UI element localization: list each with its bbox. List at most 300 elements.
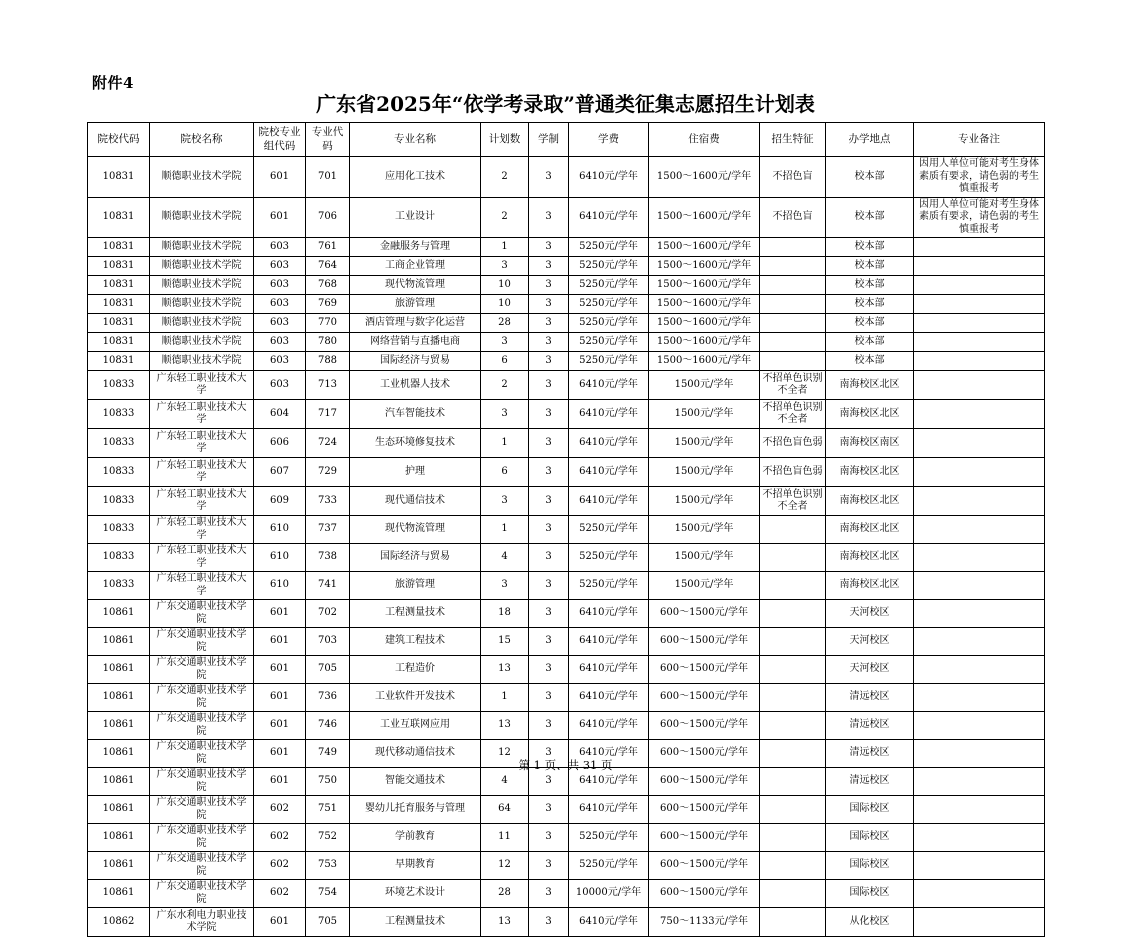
cell-group-code: 601	[254, 908, 306, 937]
cell-major-name: 国际经济与贸易	[350, 544, 481, 572]
cell-group-code: 602	[254, 824, 306, 852]
cell-note	[914, 824, 1045, 852]
cell-plan-count: 1	[481, 516, 529, 544]
attachment-label: 附件4	[92, 74, 134, 92]
column-header-lodging-fee: 住宿费	[649, 123, 760, 157]
cell-school-code: 10861	[88, 740, 150, 768]
cell-tuition: 5250元/学年	[569, 257, 649, 276]
table-row	[88, 314, 1045, 333]
table-row	[88, 572, 1045, 600]
cell-study-years: 3	[529, 276, 569, 295]
cell-plan-count: 12	[481, 740, 529, 768]
cell-major-code: 724	[306, 429, 350, 458]
table-row	[88, 656, 1045, 684]
cell-location: 天河校区	[826, 628, 914, 656]
cell-school-name: 广东轻工职业技术大学	[150, 458, 254, 487]
cell-tuition: 5250元/学年	[569, 238, 649, 257]
cell-school-code: 10833	[88, 516, 150, 544]
cell-study-years: 3	[529, 880, 569, 908]
cell-lodging-fee: 600～1500元/学年	[649, 656, 760, 684]
cell-tuition: 5250元/学年	[569, 352, 649, 371]
cell-school-name: 广东轻工职业技术大学	[150, 572, 254, 600]
cell-note: 因用人单位可能对考生身体素质有要求，请色弱的考生慎重报考	[914, 157, 1045, 198]
cell-major-name: 现代移动通信技术	[350, 740, 481, 768]
cell-plan-count: 10	[481, 276, 529, 295]
cell-plan-count: 64	[481, 796, 529, 824]
cell-feature	[760, 276, 826, 295]
cell-school-code: 10861	[88, 768, 150, 796]
cell-school-name: 广东轻工职业技术大学	[150, 429, 254, 458]
cell-feature	[760, 295, 826, 314]
cell-school-name: 顺德职业技术学院	[150, 257, 254, 276]
cell-feature	[760, 712, 826, 740]
cell-location: 国际校区	[826, 880, 914, 908]
cell-study-years: 3	[529, 458, 569, 487]
cell-location: 国际校区	[826, 824, 914, 852]
cell-lodging-fee: 1500～1600元/学年	[649, 257, 760, 276]
cell-study-years: 3	[529, 429, 569, 458]
cell-lodging-fee: 1500元/学年	[649, 429, 760, 458]
table-row	[88, 257, 1045, 276]
cell-feature	[760, 352, 826, 371]
cell-group-code: 610	[254, 544, 306, 572]
table-row	[88, 516, 1045, 544]
cell-note	[914, 600, 1045, 628]
cell-lodging-fee: 1500～1600元/学年	[649, 352, 760, 371]
cell-location: 清远校区	[826, 768, 914, 796]
table-row	[88, 544, 1045, 572]
cell-major-code: 750	[306, 768, 350, 796]
cell-school-name: 顺德职业技术学院	[150, 197, 254, 238]
cell-study-years: 3	[529, 684, 569, 712]
cell-major-name: 工业软件开发技术	[350, 684, 481, 712]
cell-tuition: 6410元/学年	[569, 768, 649, 796]
cell-plan-count: 1	[481, 684, 529, 712]
cell-study-years: 3	[529, 740, 569, 768]
cell-school-name: 顺德职业技术学院	[150, 333, 254, 352]
cell-feature	[760, 824, 826, 852]
cell-school-code: 10831	[88, 238, 150, 257]
table-row	[88, 458, 1045, 487]
cell-lodging-fee: 1500～1600元/学年	[649, 157, 760, 198]
cell-major-name: 现代物流管理	[350, 516, 481, 544]
cell-group-code: 603	[254, 314, 306, 333]
cell-major-name: 工程测量技术	[350, 908, 481, 937]
cell-group-code: 606	[254, 429, 306, 458]
cell-feature: 不招色盲	[760, 197, 826, 238]
cell-feature	[760, 852, 826, 880]
cell-note	[914, 314, 1045, 333]
column-header-group-code: 院校专业组代码	[254, 123, 306, 157]
cell-plan-count: 18	[481, 600, 529, 628]
cell-school-code: 10833	[88, 544, 150, 572]
cell-study-years: 3	[529, 157, 569, 198]
column-header-feature: 招生特征	[760, 123, 826, 157]
cell-group-code: 601	[254, 712, 306, 740]
cell-major-code: 768	[306, 276, 350, 295]
cell-plan-count: 2	[481, 371, 529, 400]
cell-tuition: 5250元/学年	[569, 516, 649, 544]
cell-location: 校本部	[826, 276, 914, 295]
table-row	[88, 333, 1045, 352]
cell-lodging-fee: 1500元/学年	[649, 544, 760, 572]
cell-plan-count: 13	[481, 656, 529, 684]
cell-feature	[760, 544, 826, 572]
table-row	[88, 824, 1045, 852]
cell-major-name: 工商企业管理	[350, 257, 481, 276]
cell-note: 因用人单位可能对考生身体素质有要求，请色弱的考生慎重报考	[914, 197, 1045, 238]
cell-major-name: 工业机器人技术	[350, 371, 481, 400]
cell-group-code: 602	[254, 880, 306, 908]
cell-major-name: 生态环境修复技术	[350, 429, 481, 458]
cell-group-code: 601	[254, 656, 306, 684]
cell-study-years: 3	[529, 572, 569, 600]
cell-school-name: 广东交通职业技术学院	[150, 880, 254, 908]
table-row	[88, 238, 1045, 257]
cell-group-code: 602	[254, 796, 306, 824]
cell-note	[914, 257, 1045, 276]
cell-tuition: 6410元/学年	[569, 371, 649, 400]
cell-location: 天河校区	[826, 656, 914, 684]
cell-location: 清远校区	[826, 684, 914, 712]
table-row	[88, 487, 1045, 516]
cell-plan-count: 13	[481, 908, 529, 937]
cell-note	[914, 880, 1045, 908]
table-row	[88, 352, 1045, 371]
cell-tuition: 6410元/学年	[569, 712, 649, 740]
cell-school-code: 10831	[88, 197, 150, 238]
cell-study-years: 3	[529, 400, 569, 429]
cell-school-name: 广东交通职业技术学院	[150, 712, 254, 740]
cell-location: 南海校区北区	[826, 544, 914, 572]
cell-major-code: 705	[306, 908, 350, 937]
cell-group-code: 603	[254, 352, 306, 371]
cell-school-name: 广东轻工职业技术大学	[150, 400, 254, 429]
cell-school-name: 广东轻工职业技术大学	[150, 487, 254, 516]
cell-group-code: 603	[254, 276, 306, 295]
cell-feature: 不招色盲	[760, 157, 826, 198]
cell-study-years: 3	[529, 768, 569, 796]
cell-major-name: 智能交通技术	[350, 768, 481, 796]
cell-feature	[760, 600, 826, 628]
cell-study-years: 3	[529, 197, 569, 238]
cell-school-name: 广东交通职业技术学院	[150, 656, 254, 684]
cell-major-name: 现代通信技术	[350, 487, 481, 516]
cell-note	[914, 352, 1045, 371]
cell-plan-count: 3	[481, 333, 529, 352]
cell-major-code: 701	[306, 157, 350, 198]
cell-lodging-fee: 600～1500元/学年	[649, 740, 760, 768]
cell-major-code: 770	[306, 314, 350, 333]
cell-tuition: 6410元/学年	[569, 429, 649, 458]
cell-major-code: 788	[306, 352, 350, 371]
cell-location: 校本部	[826, 197, 914, 238]
cell-study-years: 3	[529, 314, 569, 333]
table-row	[88, 600, 1045, 628]
cell-major-code: 702	[306, 600, 350, 628]
cell-major-code: 746	[306, 712, 350, 740]
cell-major-code: 737	[306, 516, 350, 544]
cell-study-years: 3	[529, 487, 569, 516]
cell-major-code: 780	[306, 333, 350, 352]
cell-feature	[760, 238, 826, 257]
cell-note	[914, 852, 1045, 880]
cell-school-code: 10831	[88, 295, 150, 314]
cell-school-code: 10861	[88, 824, 150, 852]
cell-major-name: 学前教育	[350, 824, 481, 852]
cell-major-name: 网络营销与直播电商	[350, 333, 481, 352]
cell-school-name: 顺德职业技术学院	[150, 295, 254, 314]
cell-feature: 不招色盲色弱	[760, 458, 826, 487]
cell-major-name: 旅游管理	[350, 572, 481, 600]
cell-lodging-fee: 1500元/学年	[649, 516, 760, 544]
cell-major-name: 婴幼儿托育服务与管理	[350, 796, 481, 824]
cell-tuition: 5250元/学年	[569, 333, 649, 352]
cell-note	[914, 487, 1045, 516]
table-row	[88, 852, 1045, 880]
cell-school-code: 10833	[88, 487, 150, 516]
cell-group-code: 601	[254, 684, 306, 712]
column-header-note: 专业备注	[914, 123, 1045, 157]
column-header-plan-count: 计划数	[481, 123, 529, 157]
cell-lodging-fee: 600～1500元/学年	[649, 768, 760, 796]
cell-major-code: 736	[306, 684, 350, 712]
cell-plan-count: 4	[481, 768, 529, 796]
cell-school-name: 广东交通职业技术学院	[150, 824, 254, 852]
cell-tuition: 5250元/学年	[569, 544, 649, 572]
cell-lodging-fee: 600～1500元/学年	[649, 600, 760, 628]
cell-major-name: 护理	[350, 458, 481, 487]
column-header-tuition: 学费	[569, 123, 649, 157]
cell-feature	[760, 572, 826, 600]
cell-school-name: 顺德职业技术学院	[150, 276, 254, 295]
cell-location: 校本部	[826, 157, 914, 198]
table-row	[88, 908, 1045, 937]
cell-major-name: 工业互联网应用	[350, 712, 481, 740]
cell-school-name: 顺德职业技术学院	[150, 157, 254, 198]
cell-school-name: 广东轻工职业技术大学	[150, 544, 254, 572]
cell-plan-count: 3	[481, 487, 529, 516]
cell-major-name: 应用化工技术	[350, 157, 481, 198]
cell-note	[914, 628, 1045, 656]
cell-note	[914, 572, 1045, 600]
cell-lodging-fee: 750～1133元/学年	[649, 908, 760, 937]
cell-lodging-fee: 1500元/学年	[649, 458, 760, 487]
cell-group-code: 609	[254, 487, 306, 516]
cell-location: 校本部	[826, 333, 914, 352]
cell-note	[914, 544, 1045, 572]
cell-school-name: 顺德职业技术学院	[150, 352, 254, 371]
cell-feature	[760, 880, 826, 908]
cell-feature: 不招单色识别不全者	[760, 400, 826, 429]
table-row	[88, 684, 1045, 712]
cell-lodging-fee: 600～1500元/学年	[649, 796, 760, 824]
cell-major-name: 酒店管理与数字化运营	[350, 314, 481, 333]
cell-location: 校本部	[826, 352, 914, 371]
cell-tuition: 5250元/学年	[569, 852, 649, 880]
cell-location: 清远校区	[826, 712, 914, 740]
cell-tuition: 5250元/学年	[569, 314, 649, 333]
table-row	[88, 400, 1045, 429]
cell-study-years: 3	[529, 295, 569, 314]
cell-major-name: 金融服务与管理	[350, 238, 481, 257]
cell-study-years: 3	[529, 852, 569, 880]
cell-study-years: 3	[529, 257, 569, 276]
cell-plan-count: 4	[481, 544, 529, 572]
cell-tuition: 6410元/学年	[569, 684, 649, 712]
cell-plan-count: 13	[481, 712, 529, 740]
cell-note	[914, 516, 1045, 544]
cell-tuition: 6410元/学年	[569, 656, 649, 684]
cell-school-code: 10861	[88, 712, 150, 740]
cell-school-code: 10861	[88, 852, 150, 880]
column-header-school-code: 院校代码	[88, 123, 150, 157]
cell-note	[914, 458, 1045, 487]
cell-feature	[760, 656, 826, 684]
cell-major-code: 706	[306, 197, 350, 238]
cell-lodging-fee: 600～1500元/学年	[649, 824, 760, 852]
cell-tuition: 6410元/学年	[569, 157, 649, 198]
table-row	[88, 880, 1045, 908]
cell-tuition: 5250元/学年	[569, 824, 649, 852]
cell-group-code: 601	[254, 157, 306, 198]
cell-major-name: 工程测量技术	[350, 600, 481, 628]
table-row	[88, 429, 1045, 458]
cell-group-code: 603	[254, 295, 306, 314]
cell-plan-count: 28	[481, 880, 529, 908]
cell-lodging-fee: 600～1500元/学年	[649, 852, 760, 880]
cell-tuition: 6410元/学年	[569, 740, 649, 768]
cell-group-code: 601	[254, 628, 306, 656]
cell-school-code: 10833	[88, 371, 150, 400]
cell-note	[914, 400, 1045, 429]
cell-group-code: 603	[254, 371, 306, 400]
cell-major-code: 729	[306, 458, 350, 487]
cell-location: 南海校区北区	[826, 458, 914, 487]
column-header-major-code: 专业代码	[306, 123, 350, 157]
cell-school-code: 10861	[88, 628, 150, 656]
cell-tuition: 5250元/学年	[569, 295, 649, 314]
cell-lodging-fee: 600～1500元/学年	[649, 880, 760, 908]
cell-school-name: 广东交通职业技术学院	[150, 628, 254, 656]
cell-major-name: 建筑工程技术	[350, 628, 481, 656]
cell-location: 南海校区南区	[826, 429, 914, 458]
cell-school-code: 10831	[88, 352, 150, 371]
admission-plan-table	[87, 122, 1045, 937]
cell-tuition: 6410元/学年	[569, 600, 649, 628]
cell-plan-count: 3	[481, 400, 529, 429]
cell-lodging-fee: 1500元/学年	[649, 572, 760, 600]
cell-tuition: 5250元/学年	[569, 276, 649, 295]
cell-lodging-fee: 600～1500元/学年	[649, 684, 760, 712]
cell-plan-count: 15	[481, 628, 529, 656]
cell-group-code: 601	[254, 197, 306, 238]
cell-study-years: 3	[529, 544, 569, 572]
cell-feature	[760, 257, 826, 276]
cell-group-code: 610	[254, 572, 306, 600]
cell-group-code: 603	[254, 333, 306, 352]
cell-school-code: 10833	[88, 572, 150, 600]
cell-major-name: 环境艺术设计	[350, 880, 481, 908]
table-body	[88, 157, 1045, 937]
cell-tuition: 6410元/学年	[569, 400, 649, 429]
table-row	[88, 157, 1045, 198]
cell-lodging-fee: 1500～1600元/学年	[649, 276, 760, 295]
cell-plan-count: 6	[481, 458, 529, 487]
cell-group-code: 604	[254, 400, 306, 429]
table-header-row	[88, 123, 1045, 157]
cell-school-name: 广东水利电力职业技术学院	[150, 908, 254, 937]
column-header-study-years: 学制	[529, 123, 569, 157]
cell-study-years: 3	[529, 352, 569, 371]
table-row	[88, 371, 1045, 400]
cell-location: 清远校区	[826, 740, 914, 768]
cell-group-code: 602	[254, 852, 306, 880]
cell-note	[914, 712, 1045, 740]
cell-major-code: 703	[306, 628, 350, 656]
cell-location: 南海校区北区	[826, 371, 914, 400]
cell-tuition: 6410元/学年	[569, 908, 649, 937]
cell-major-name: 现代物流管理	[350, 276, 481, 295]
cell-location: 南海校区北区	[826, 400, 914, 429]
cell-major-name: 旅游管理	[350, 295, 481, 314]
cell-school-name: 广东轻工职业技术大学	[150, 516, 254, 544]
cell-school-name: 广东交通职业技术学院	[150, 740, 254, 768]
cell-school-code: 10861	[88, 796, 150, 824]
cell-school-code: 10831	[88, 157, 150, 198]
cell-lodging-fee: 600～1500元/学年	[649, 712, 760, 740]
table-row	[88, 197, 1045, 238]
cell-study-years: 3	[529, 371, 569, 400]
cell-group-code: 601	[254, 600, 306, 628]
cell-major-name: 国际经济与贸易	[350, 352, 481, 371]
cell-lodging-fee: 1500～1600元/学年	[649, 197, 760, 238]
cell-plan-count: 1	[481, 238, 529, 257]
cell-feature	[760, 516, 826, 544]
cell-location: 南海校区北区	[826, 572, 914, 600]
cell-major-code: 769	[306, 295, 350, 314]
cell-major-code: 741	[306, 572, 350, 600]
cell-study-years: 3	[529, 628, 569, 656]
cell-location: 南海校区北区	[826, 487, 914, 516]
cell-major-name: 工业设计	[350, 197, 481, 238]
cell-location: 从化校区	[826, 908, 914, 937]
cell-tuition: 6410元/学年	[569, 458, 649, 487]
cell-major-code: 761	[306, 238, 350, 257]
cell-lodging-fee: 1500～1600元/学年	[649, 238, 760, 257]
table-row	[88, 628, 1045, 656]
cell-school-code: 10831	[88, 257, 150, 276]
cell-plan-count: 11	[481, 824, 529, 852]
cell-feature	[760, 333, 826, 352]
cell-major-name: 工程造价	[350, 656, 481, 684]
cell-plan-count: 1	[481, 429, 529, 458]
cell-lodging-fee: 1500～1600元/学年	[649, 295, 760, 314]
cell-study-years: 3	[529, 796, 569, 824]
cell-school-name: 广东交通职业技术学院	[150, 600, 254, 628]
cell-feature: 不招单色识别不全者	[760, 487, 826, 516]
cell-study-years: 3	[529, 712, 569, 740]
cell-tuition: 6410元/学年	[569, 796, 649, 824]
cell-study-years: 3	[529, 516, 569, 544]
cell-lodging-fee: 1500元/学年	[649, 371, 760, 400]
cell-major-code: 752	[306, 824, 350, 852]
cell-school-name: 顺德职业技术学院	[150, 314, 254, 333]
cell-group-code: 601	[254, 768, 306, 796]
cell-group-code: 603	[254, 238, 306, 257]
cell-school-code: 10861	[88, 880, 150, 908]
cell-location: 校本部	[826, 295, 914, 314]
